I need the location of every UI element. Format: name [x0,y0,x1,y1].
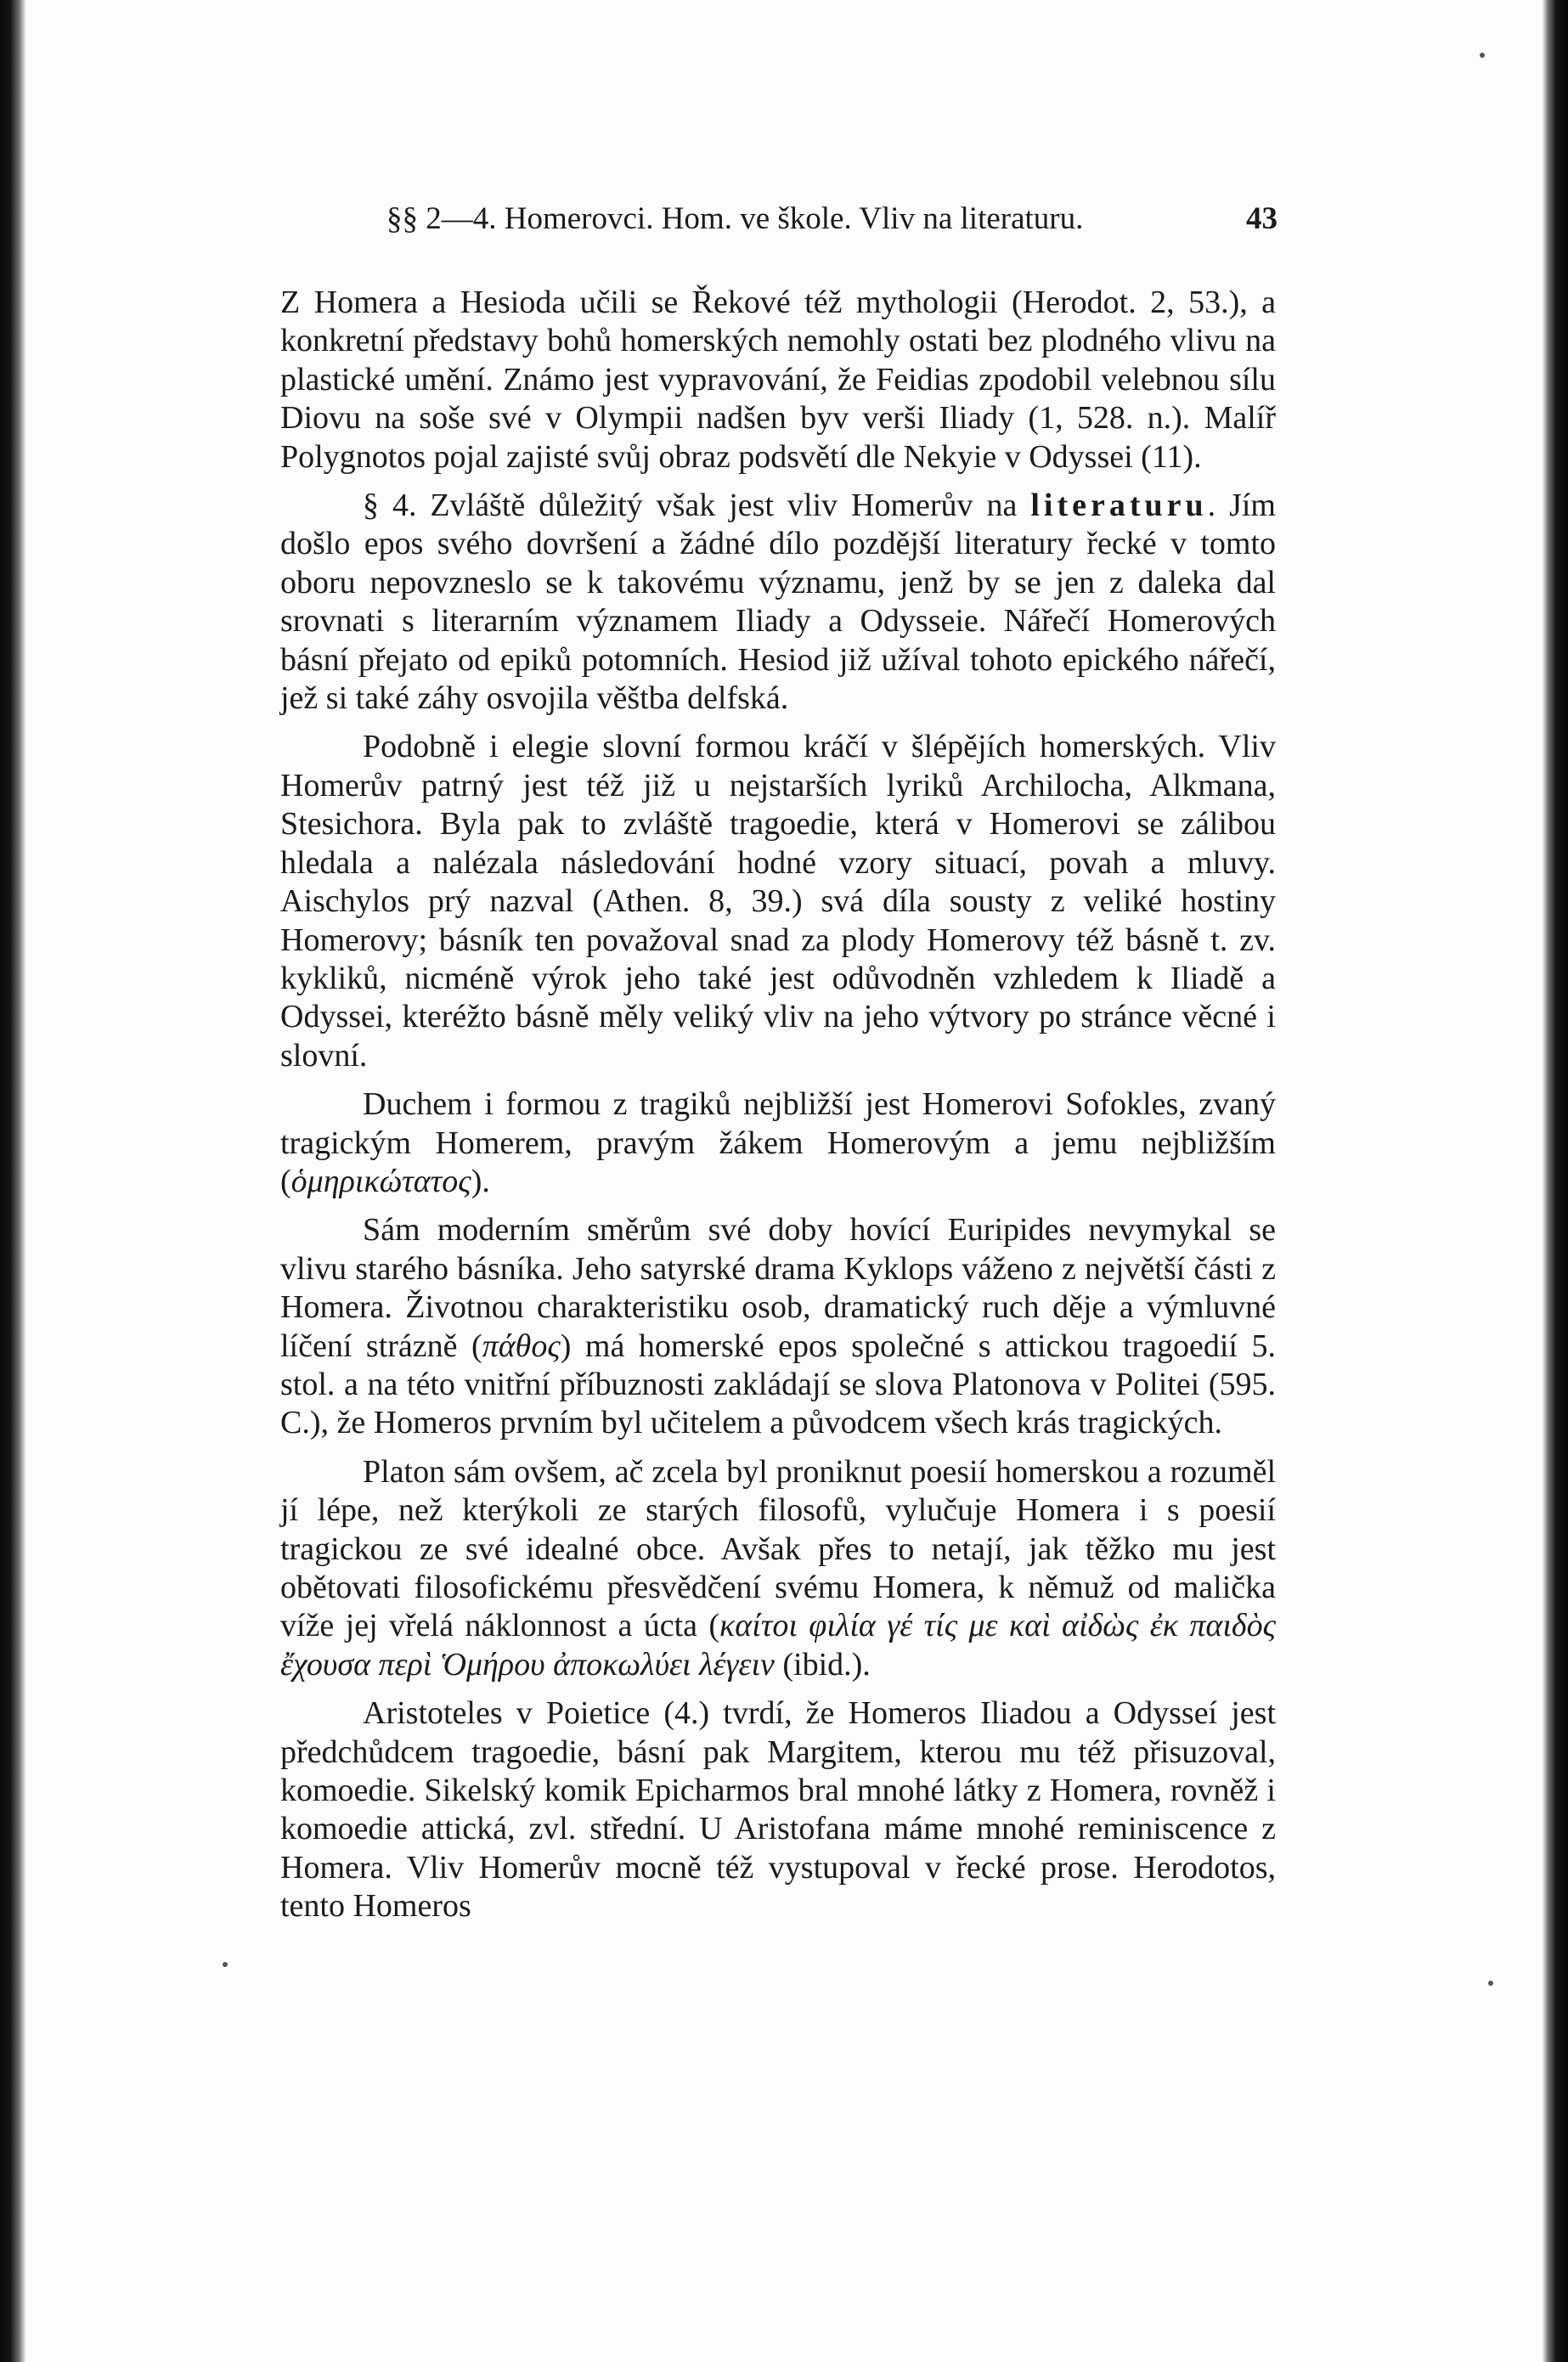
paragraph-4-lead: Duchem i formou z tragiků nejbližší jest Homerovi Sofokles, zvaný tragickým Homerem, pravým žákem Homerovým a jemu nejbližším ( [280,1086,1276,1199]
paragraph-2-lead: § 4. Zvláště důležitý však jest vliv Homerův na [363,488,1031,524]
paragraph-4 [280,1085,1276,1201]
paragraph-3 [280,728,1276,1075]
paragraph-7 [280,1694,1276,1925]
scan-border-left [0,0,25,2362]
paragraph-6-greek: καίτοι φιλία γέ τίς με καὶ αἰδὼς ἐκ παιδὸς ἔχουσα περὶ Ὁμήρου ἀποκωλύει λέγειν [280,1608,1277,1683]
body-text [280,284,1276,1936]
paragraph-3-text: Podobně i elegie slovní formou kráčí v šlépějích homerských. Vliv Homerův patrný jest též již u nejstarších lyriků Archilocha, Alkmana, Stesichora. Byla pak to zvláště tragoedie, která v Homerovi se zálibou hledala a nalézala následování hodné vzory situací, povah a mluvy. Aischylos prý nazval (Athen. 8, 39.) svá díla sousty z veliké hostiny Homerovy; básník ten považoval snad za plody Homerovy též básně t. zv. kykliků, nicméně výrok jeho také jest odůvodněn vzhledem k Iliadě a Odyssei, kteréžto básně měly veliký vliv na jeho výtvory po stránce věcné i slovní. [280,729,1276,1074]
scan-speck [1488,1981,1493,1986]
paragraph-4-rest: ). [471,1163,490,1199]
paragraph-6 [280,1453,1276,1684]
scan-speck [223,1962,228,1967]
paragraph-5-rest: ) má homerské epos společné s attickou tragoedií 5. stol. a na této vnitřní příbuznosti zakládají se slova Platonova v Politei (595. C.), že Homeros prvním byl učitelem a původcem všech krás tragických. [280,1328,1276,1441]
paragraph-5-greek: πάθος [482,1328,561,1364]
running-header [0,194,1568,245]
paragraph-5-lead: Sám moderním směrům své doby hovící Euripides nevymykal se vlivu starého básníka. Jeho satyrské drama Kyklops váženo z největší části z Homera. Životnou charakteristiku osob, dramatický ruch děje a výmluvné líčení strázně ( [280,1212,1276,1364]
paragraph-4-greek: ὁμηρικώτατος [290,1163,471,1199]
paragraph-6-lead: Platon sám ovšem, ač zcela byl proniknut poesií homerskou a rozuměl jí lépe, než kterýkoli ze starých filosofů, vylučuje Homera i s poesií tragickou ze své idealné obce. Avšak přes to netají, jak těžko mu jest obětovati filosofickému přesvědčení svému Homera, k němuž od malička víže jej vřelá náklonnost a úcta ( [280,1453,1276,1644]
paragraph-2-rest: . Jím došlo epos svého dovršení a žádné dílo pozdější literatury řecké v tomto oboru nepovzneslo se k takovému významu, jenž by se jen z daleka dal srovnati s literarním významem Iliady a Odysseie. Nářečí Homerových básní přejato od epiků potomních. Hesiod již užíval tohoto epického nářečí, jež si také záhy osvojila věštba delfská. [280,488,1276,717]
paragraph-1-text: Z Homera a Hesioda učili se Řekové též mythologii (Herodot. 2, 53.), a konkretní představy bohů homerských nemohly ostati bez plodného vlivu na plastické umění. Známo jest vypravování, že Feidias zpodobil velebnou sílu Diovu na soše své v Olympii nadšen byv verši Iliady (1, 528. n.). Malíř Polygnotos pojal zajisté svůj obraz podsvětí dle Nekyie v Odyssei (11). [280,285,1276,475]
paragraph-5 [280,1211,1276,1442]
scan-speck [1480,53,1485,58]
paragraph-1 [280,284,1276,476]
paragraph-2 [280,487,1276,718]
paragraph-6-rest: (ibid.). [774,1646,871,1683]
scan-border-right [1543,0,1568,2362]
header-title: §§ 2—4. Homerovci. Hom. ve škole. Vliv na literaturu. [386,201,1084,236]
paragraph-7-text: Aristoteles v Poietice (4.) tvrdí, že Homeros Iliadou a Odysseí jest předchůdcem tragoedie, básní pak Margitem, kterou mu též přisuzoval, komoedie. Sikelský komik Epicharmos bral mnohé látky z Homera, rovněž i komoedie attická, zvl. střední. U Aristofana máme mnohé reminiscence z Homera. Vliv Homerův mocně též vystupoval v řecké prose. Herodotos, tento Homeros [280,1695,1276,1925]
paragraph-2-emphasis: literaturu [1030,488,1208,524]
page-number: 43 [1246,201,1278,236]
